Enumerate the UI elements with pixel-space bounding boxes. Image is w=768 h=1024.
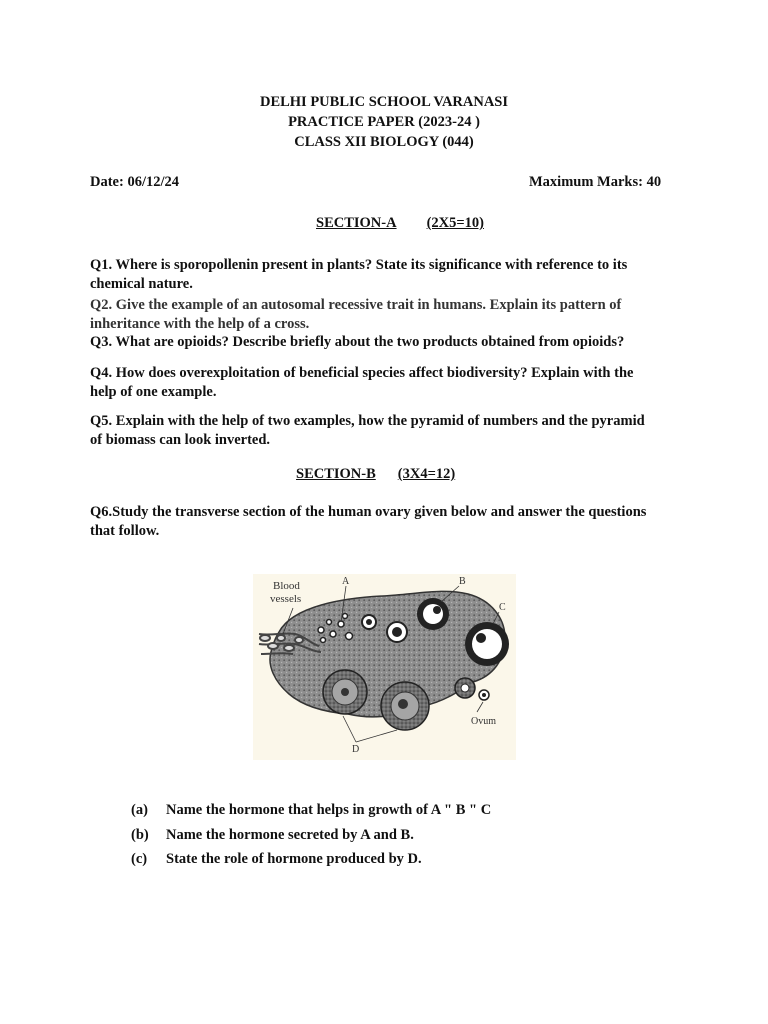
ruptured-follicle bbox=[455, 678, 475, 698]
ovum bbox=[479, 690, 489, 700]
question-6: Q6.Study the transverse section of the human ovary given below and answer the questions that follow. bbox=[90, 504, 647, 539]
label-ovum: Ovum bbox=[471, 716, 496, 727]
section-b-title: SECTION-B bbox=[296, 466, 376, 482]
tertiary-follicle-b bbox=[417, 598, 449, 630]
question-1: Q1. Where is sporopollenin present in plants? State its significance with reference to its chemical nature. bbox=[90, 257, 628, 292]
section-a-marks: (2X5=10) bbox=[426, 215, 484, 231]
question-5: Q5. Explain with the help of two examples, how the pyramid of numbers and the pyramid of biomass can look inverted. bbox=[90, 413, 645, 448]
label-vessels: vessels bbox=[270, 593, 302, 605]
section-a-title: SECTION-A bbox=[316, 215, 397, 231]
section-b-marks: (3X4=12) bbox=[397, 466, 456, 482]
question-3: Q3. What are opioids? Describe briefly about the two products obtained from opioids? bbox=[90, 334, 625, 350]
graafian-follicle-c bbox=[465, 622, 509, 666]
class-subject: CLASS XII BIOLOGY (044) bbox=[294, 134, 474, 150]
question-2: Q2. Give the example of an autosomal recessive trait in humans. Explain its pattern of inheritance with the help of a cross. bbox=[90, 297, 622, 332]
paper-title: PRACTICE PAPER (2023-24 ) bbox=[288, 114, 480, 130]
exam-date: Date: 06/12/24 bbox=[90, 174, 179, 190]
label-d: D bbox=[352, 744, 360, 755]
label-c: C bbox=[499, 602, 506, 613]
school-name: DELHI PUBLIC SCHOOL VARANASI bbox=[259, 94, 509, 110]
section-a-heading bbox=[316, 215, 484, 232]
label-blood: Blood bbox=[273, 580, 300, 592]
section-b-heading bbox=[296, 466, 455, 483]
ovary-figure bbox=[253, 574, 516, 760]
label-b: B bbox=[459, 576, 466, 587]
subquestion-c: (c) State the role of hormone produced by D. bbox=[131, 851, 422, 867]
subquestion-a: (a) Name the hormone that helps in growth of A " B " C bbox=[131, 802, 492, 818]
subquestion-b: (b) Name the hormone secreted by A and B. bbox=[131, 827, 414, 843]
label-a: A bbox=[342, 576, 350, 587]
question-4: Q4. How does overexploitation of beneficial species affect biodiversity? Explain with the help of one example. bbox=[90, 365, 634, 400]
maximum-marks: Maximum Marks: 40 bbox=[529, 174, 662, 190]
ovary-diagram bbox=[253, 574, 516, 760]
